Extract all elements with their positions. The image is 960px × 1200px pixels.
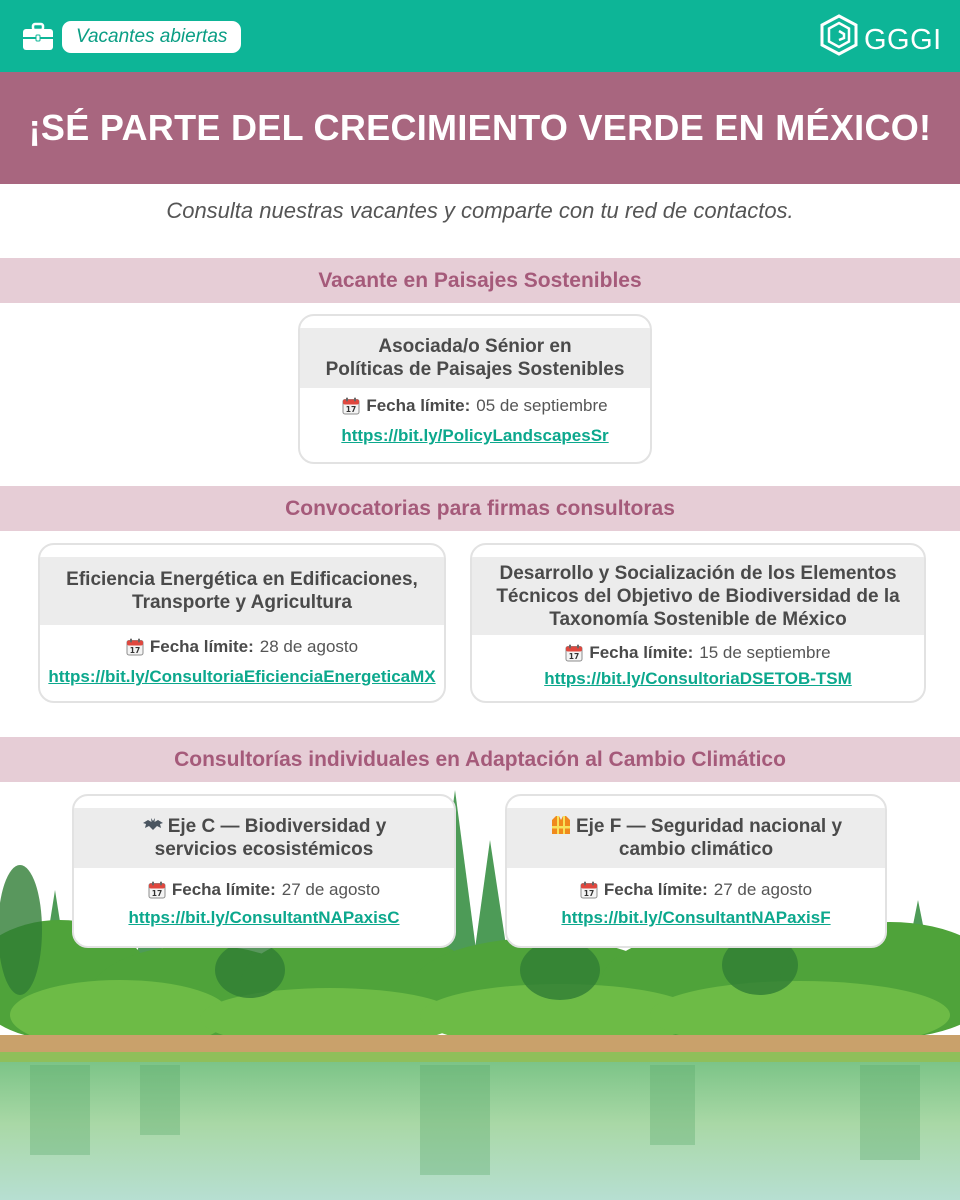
apply-link[interactable]: https://bit.ly/ConsultoriaEficienciaEnergeticaMX [48,667,436,686]
deadline: Fecha límite: 28 de agosto [40,637,444,657]
calendar-icon [148,881,166,899]
section-heading-consulting-firms: Convocatorias para firmas consultoras [0,486,960,531]
job-title: Asociada/o Sénior en Políticas de Paisajes Sostenibles [300,328,650,388]
calendar-icon [342,397,360,415]
open-vacancies-pill: Vacantes abiertas [62,21,241,53]
gggi-logo-icon [818,14,860,56]
job-card-policy-landscapes [298,314,652,464]
apply-link[interactable]: https://bit.ly/ConsultoriaDSETOB-TSM [544,669,852,688]
calendar-icon [580,881,598,899]
section-heading-landscapes: Vacante en Paisajes Sostenibles [0,258,960,303]
job-card-axis-f [505,794,887,948]
deadline: Fecha límite: 27 de agosto [507,880,885,900]
apply-link[interactable]: https://bit.ly/ConsultantNAPaxisC [128,908,400,927]
safety-vest-icon [550,815,572,835]
briefcase-icon [22,22,54,52]
apply-link[interactable]: https://bit.ly/PolicyLandscapesSr [341,426,609,445]
deadline: Fecha límite: 05 de septiembre [300,396,650,416]
job-title: Desarrollo y Socialización de los Elementos Técnicos del Objetivo de Biodiversidad de la Taxonomía Sostenible de México [472,557,924,635]
section-heading-climate-adaptation: Consultorías individuales en Adaptación al Cambio Climático [0,737,960,782]
top-bar [0,0,960,72]
bat-icon [142,815,164,835]
job-title: Eje C — Biodiversidad y servicios ecosistémicos [74,808,454,868]
job-card-biodiversity-taxonomy [470,543,926,703]
apply-link[interactable]: https://bit.ly/ConsultantNAPaxisF [561,908,831,927]
page-title: ¡SÉ PARTE DEL CRECIMIENTO VERDE EN MÉXICO! [28,107,932,148]
hero-banner [0,72,960,184]
deadline: Fecha límite: 27 de agosto [74,880,454,900]
page-subtitle: Consulta nuestras vacantes y comparte con tu red de contactos. [166,198,794,223]
job-title: Eje F — Seguridad nacional y cambio climático [507,808,885,868]
job-card-axis-c [72,794,456,948]
job-card-energy-efficiency [38,543,446,703]
job-title: Eficiencia Energética en Edificaciones, Transporte y Agricultura [40,557,444,625]
gggi-logo-text: GGGI [864,24,942,56]
calendar-icon [565,644,583,662]
deadline: Fecha límite: 15 de septiembre [472,643,924,663]
calendar-icon [126,638,144,656]
